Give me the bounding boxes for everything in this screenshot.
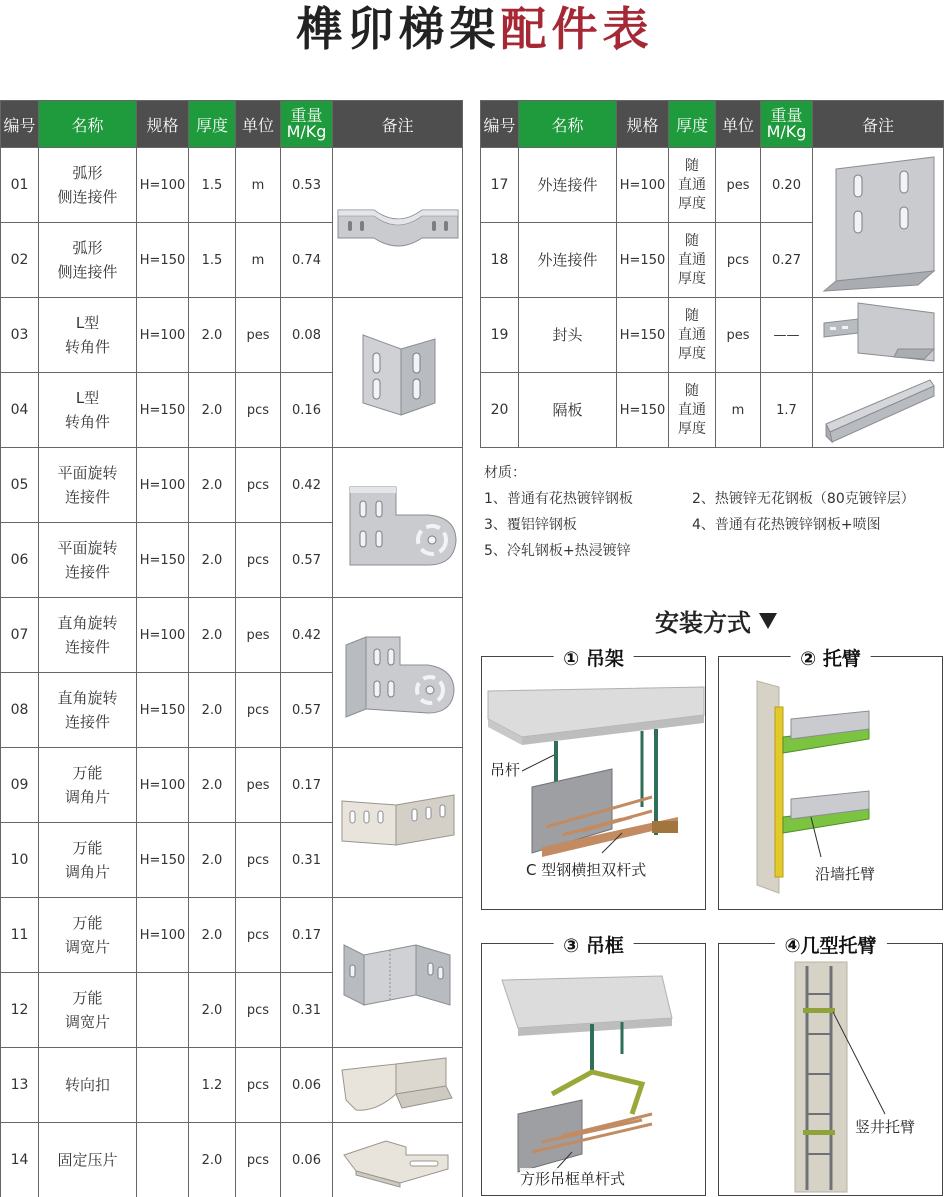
partition-plate-image (814, 374, 942, 446)
cell-spec: H=100 (137, 598, 189, 673)
cell-weight: 0.74 (281, 223, 333, 298)
cell-thickness (669, 373, 716, 448)
remark-image-cell (333, 448, 463, 598)
cell-name: 外连接件 (519, 223, 617, 298)
cell-thickness: 2.0 (189, 523, 236, 598)
label-shaft-bracket: 竖井托臂 (855, 1118, 916, 1136)
cell-weight: —— (761, 298, 813, 373)
header-no: 编号 (1, 101, 39, 148)
cell-unit: pes (716, 148, 761, 223)
cell-name (39, 673, 137, 748)
materials-row (484, 486, 950, 512)
cell-unit: pcs (236, 1123, 281, 1197)
cell-spec: H=100 (137, 148, 189, 223)
cell-name-line1: 直角旋转 (57, 689, 118, 707)
cell-name-line1: 平面旋转 (57, 539, 118, 557)
cell-thickness-line2: 直通 (678, 251, 706, 268)
header-weight-label: 重量 (290, 106, 323, 125)
triangle-down-icon (759, 613, 777, 629)
header-weight-unit: M/Kg (766, 122, 807, 141)
label-wall-bracket: 沿墙托臂 (815, 865, 876, 883)
materials-row (484, 538, 950, 564)
cell-name (39, 973, 137, 1048)
cell-thickness-line3: 厚度 (678, 345, 706, 362)
cell-thickness: 2.0 (189, 448, 236, 523)
cell-unit: pcs (236, 448, 281, 523)
cell-weight: 0.31 (281, 823, 333, 898)
remark-image-cell (333, 148, 463, 298)
installation-title (655, 603, 777, 638)
label-c-steel-double-rod: C 型钢横担双杆式 (526, 861, 647, 879)
remark-image-cell (333, 298, 463, 448)
materials-row (484, 512, 950, 538)
cell-thickness: 1.2 (189, 1048, 236, 1123)
install-panel-shaft-bracket (718, 935, 943, 1196)
cell-unit: m (716, 373, 761, 448)
cell-name (39, 823, 137, 898)
table-row (1, 148, 463, 223)
label-square-frame-single-rod: 方形吊框单杆式 (520, 1170, 626, 1188)
cell-unit: pcs (236, 523, 281, 598)
cell-name (39, 448, 137, 523)
install-panel-hanger (481, 648, 706, 910)
cell-name: 外连接件 (519, 148, 617, 223)
end-cap-image (814, 299, 942, 371)
cell-name (39, 598, 137, 673)
cell-no: 02 (1, 223, 39, 298)
cell-no: 01 (1, 148, 39, 223)
cell-no: 19 (481, 298, 519, 373)
remark-image-cell (333, 748, 463, 898)
cell-name-line2: 调宽片 (64, 1013, 110, 1031)
material-item-5: 5、冷轧钢板+热浸镀锌 (484, 543, 631, 559)
cell-weight: 0.57 (281, 673, 333, 748)
table-row (1, 1123, 463, 1197)
material-item-1: 1、普通有花热镀锌钢板 (484, 491, 633, 507)
cell-name-line2: 调宽片 (64, 938, 110, 956)
cell-name-line2: 侧连接件 (57, 188, 118, 206)
header-weight-unit: M/Kg (286, 122, 327, 141)
cell-thickness: 2.0 (189, 973, 236, 1048)
material-item-4: 4、普通有花热镀锌钢板+喷图 (692, 517, 881, 533)
outer-connector-image (814, 153, 942, 293)
cell-spec: H=150 (617, 223, 669, 298)
cell-no: 18 (481, 223, 519, 298)
shaft-bracket-illustration (719, 944, 942, 1195)
cell-name-line1: 万能 (72, 914, 103, 932)
cell-weight: 0.27 (761, 223, 813, 298)
header-name: 名称 (519, 101, 617, 148)
l-corner-connector-image (343, 323, 453, 423)
cell-name (39, 223, 137, 298)
installation-title-text: 安装方式 (655, 609, 751, 637)
cell-name-line1: L型 (75, 314, 100, 332)
panel-title-bracket: ② 托臂 (790, 644, 871, 671)
cell-thickness (669, 148, 716, 223)
cell-spec (137, 973, 189, 1048)
panel-title-hanger: ① 吊架 (553, 644, 634, 671)
label-hanger-rod: 吊杆 (490, 761, 521, 779)
turning-clip-image (336, 1050, 460, 1120)
cell-thickness-line1: 随 (685, 157, 699, 174)
cell-spec: H=100 (137, 298, 189, 373)
cell-thickness: 2.0 (189, 673, 236, 748)
cell-name-line1: 万能 (72, 989, 103, 1007)
cell-name (39, 373, 137, 448)
cell-name: 隔板 (519, 373, 617, 448)
panel-title-hanging-frame: ③ 吊框 (553, 931, 634, 958)
material-item-2: 2、热镀锌无花钢板（80克镀锌层） (692, 491, 915, 507)
header-spec: 规格 (137, 101, 189, 148)
cell-weight: 0.31 (281, 973, 333, 1048)
cell-thickness-line1: 随 (685, 232, 699, 249)
cell-spec: H=150 (137, 823, 189, 898)
cell-weight: 0.06 (281, 1123, 333, 1197)
title-part-1: 榫卯梯架 (296, 2, 501, 56)
cell-no: 06 (1, 523, 39, 598)
cell-name-line1: 万能 (72, 764, 103, 782)
cell-unit: m (236, 223, 281, 298)
cell-no: 08 (1, 673, 39, 748)
table-row (1, 898, 463, 973)
table-row (481, 373, 944, 448)
cell-name-line1: 弧形 (72, 239, 103, 257)
cell-no: 03 (1, 298, 39, 373)
cell-no: 13 (1, 1048, 39, 1123)
accessory-table-left (0, 100, 463, 1197)
cell-spec: H=150 (617, 298, 669, 373)
header-weight (281, 101, 333, 148)
page-title (0, 0, 950, 62)
universal-width-plate-image (336, 925, 460, 1021)
cell-unit: pcs (236, 1048, 281, 1123)
header-unit: 单位 (236, 101, 281, 148)
cell-weight: 0.42 (281, 598, 333, 673)
cell-name-line1: 万能 (72, 839, 103, 857)
cell-spec: H=100 (137, 748, 189, 823)
cell-name: 封头 (519, 298, 617, 373)
header-thickness: 厚度 (669, 101, 716, 148)
universal-angle-plate-image (336, 783, 460, 863)
cell-name-line1: 固定压片 (57, 1151, 118, 1169)
cell-weight: 0.53 (281, 148, 333, 223)
cell-thickness (669, 223, 716, 298)
table-header-row (1, 101, 463, 148)
install-panel-hanging-frame (481, 935, 706, 1196)
cell-spec: H=150 (137, 673, 189, 748)
cell-no: 17 (481, 148, 519, 223)
header-remark: 备注 (813, 101, 944, 148)
cell-weight: 0.17 (281, 748, 333, 823)
remark-image-cell (813, 148, 944, 298)
cell-weight: 0.16 (281, 373, 333, 448)
cell-no: 04 (1, 373, 39, 448)
cell-name-line2: 调角片 (64, 788, 110, 806)
cell-no: 20 (481, 373, 519, 448)
table-row (1, 748, 463, 823)
cell-weight: 0.17 (281, 898, 333, 973)
arc-side-connector-image (334, 188, 462, 258)
cell-spec: H=100 (137, 448, 189, 523)
cell-name-line2: 连接件 (64, 713, 110, 731)
cell-weight: 0.42 (281, 448, 333, 523)
panel-title-shaft-bracket: ④几型托臂 (774, 931, 886, 958)
cell-spec: H=100 (617, 148, 669, 223)
table-row (1, 1048, 463, 1123)
header-weight-label: 重量 (770, 106, 803, 125)
cell-thickness: 2.0 (189, 898, 236, 973)
cell-name-line2: 转角件 (64, 413, 110, 431)
table-row (1, 598, 463, 673)
table-row (481, 298, 944, 373)
cell-name-line1: 转向扣 (64, 1076, 110, 1094)
cell-thickness: 2.0 (189, 1123, 236, 1197)
remark-image-cell (813, 373, 944, 448)
header-no: 编号 (481, 101, 519, 148)
cell-name-line2: 连接件 (64, 563, 110, 581)
remark-image-cell (333, 1048, 463, 1123)
cell-name-line1: 弧形 (72, 164, 103, 182)
materials-title: 材质： (484, 465, 526, 481)
cell-name (39, 298, 137, 373)
title-part-2: 配件表 (500, 2, 654, 56)
install-panel-bracket (718, 648, 943, 910)
cell-name (39, 1123, 137, 1197)
cell-name-line2: 调角片 (64, 863, 110, 881)
cell-name-line1: 平面旋转 (57, 464, 118, 482)
cell-spec (137, 1048, 189, 1123)
cell-unit: pes (716, 298, 761, 373)
cell-unit: pcs (236, 373, 281, 448)
hanging-frame-illustration (482, 944, 705, 1195)
cell-no: 09 (1, 748, 39, 823)
table-row (1, 448, 463, 523)
cell-name (39, 748, 137, 823)
cell-thickness: 2.0 (189, 823, 236, 898)
cell-unit: pes (236, 298, 281, 373)
table-row (481, 148, 944, 223)
cell-thickness: 1.5 (189, 148, 236, 223)
header-weight (761, 101, 813, 148)
materials-section (484, 460, 950, 564)
remark-image-cell (333, 1123, 463, 1197)
cell-thickness-line1: 随 (685, 307, 699, 324)
remark-image-cell (333, 898, 463, 1048)
cell-no: 11 (1, 898, 39, 973)
header-unit: 单位 (716, 101, 761, 148)
cell-weight: 0.20 (761, 148, 813, 223)
cell-name (39, 1048, 137, 1123)
cell-thickness: 2.0 (189, 298, 236, 373)
cell-no: 10 (1, 823, 39, 898)
cell-no: 07 (1, 598, 39, 673)
cell-name (39, 148, 137, 223)
cell-unit: pcs (716, 223, 761, 298)
header-name: 名称 (39, 101, 137, 148)
plane-rotary-connector-image (336, 475, 460, 571)
cell-thickness-line2: 直通 (678, 401, 706, 418)
cell-thickness-line3: 厚度 (678, 195, 706, 212)
remark-image-cell (333, 598, 463, 748)
cell-no: 12 (1, 973, 39, 1048)
cell-name (39, 898, 137, 973)
cell-thickness: 2.0 (189, 373, 236, 448)
cell-thickness-line3: 厚度 (678, 270, 706, 287)
cell-unit: pcs (236, 898, 281, 973)
cell-thickness-line2: 直通 (678, 326, 706, 343)
cell-spec: H=100 (137, 898, 189, 973)
cell-name-line2: 连接件 (64, 638, 110, 656)
cell-name-line1: L型 (75, 389, 100, 407)
cell-thickness-line1: 随 (685, 382, 699, 399)
cell-spec: H=150 (137, 223, 189, 298)
table-header-row (481, 101, 944, 148)
cell-weight: 0.57 (281, 523, 333, 598)
accessory-table-right (480, 100, 944, 448)
cell-spec (137, 1123, 189, 1197)
cell-thickness: 2.0 (189, 598, 236, 673)
cell-thickness-line3: 厚度 (678, 420, 706, 437)
header-remark: 备注 (333, 101, 463, 148)
cell-spec: H=150 (617, 373, 669, 448)
cell-unit: pes (236, 748, 281, 823)
cell-thickness: 1.5 (189, 223, 236, 298)
cell-spec: H=150 (137, 373, 189, 448)
cell-no: 05 (1, 448, 39, 523)
cell-unit: pcs (236, 823, 281, 898)
header-spec: 规格 (617, 101, 669, 148)
remark-image-cell (813, 298, 944, 373)
cell-weight: 0.08 (281, 298, 333, 373)
cell-thickness: 2.0 (189, 748, 236, 823)
cell-unit: pcs (236, 973, 281, 1048)
cell-thickness (669, 298, 716, 373)
material-item-3: 3、覆铝锌钢板 (484, 517, 577, 533)
cell-name-line2: 转角件 (64, 338, 110, 356)
cell-unit: pcs (236, 673, 281, 748)
cell-name (39, 523, 137, 598)
cell-no: 14 (1, 1123, 39, 1197)
cell-name-line1: 直角旋转 (57, 614, 118, 632)
right-angle-rotary-connector-image (336, 625, 460, 721)
fixing-pressure-plate-image (336, 1125, 460, 1195)
cell-thickness-line2: 直通 (678, 176, 706, 193)
cell-unit: m (236, 148, 281, 223)
cell-name-line2: 连接件 (64, 488, 110, 506)
table-row (1, 298, 463, 373)
cell-unit: pes (236, 598, 281, 673)
header-thickness: 厚度 (189, 101, 236, 148)
cell-spec: H=150 (137, 523, 189, 598)
cell-weight: 1.7 (761, 373, 813, 448)
cell-name-line2: 侧连接件 (57, 263, 118, 281)
cell-weight: 0.06 (281, 1048, 333, 1123)
